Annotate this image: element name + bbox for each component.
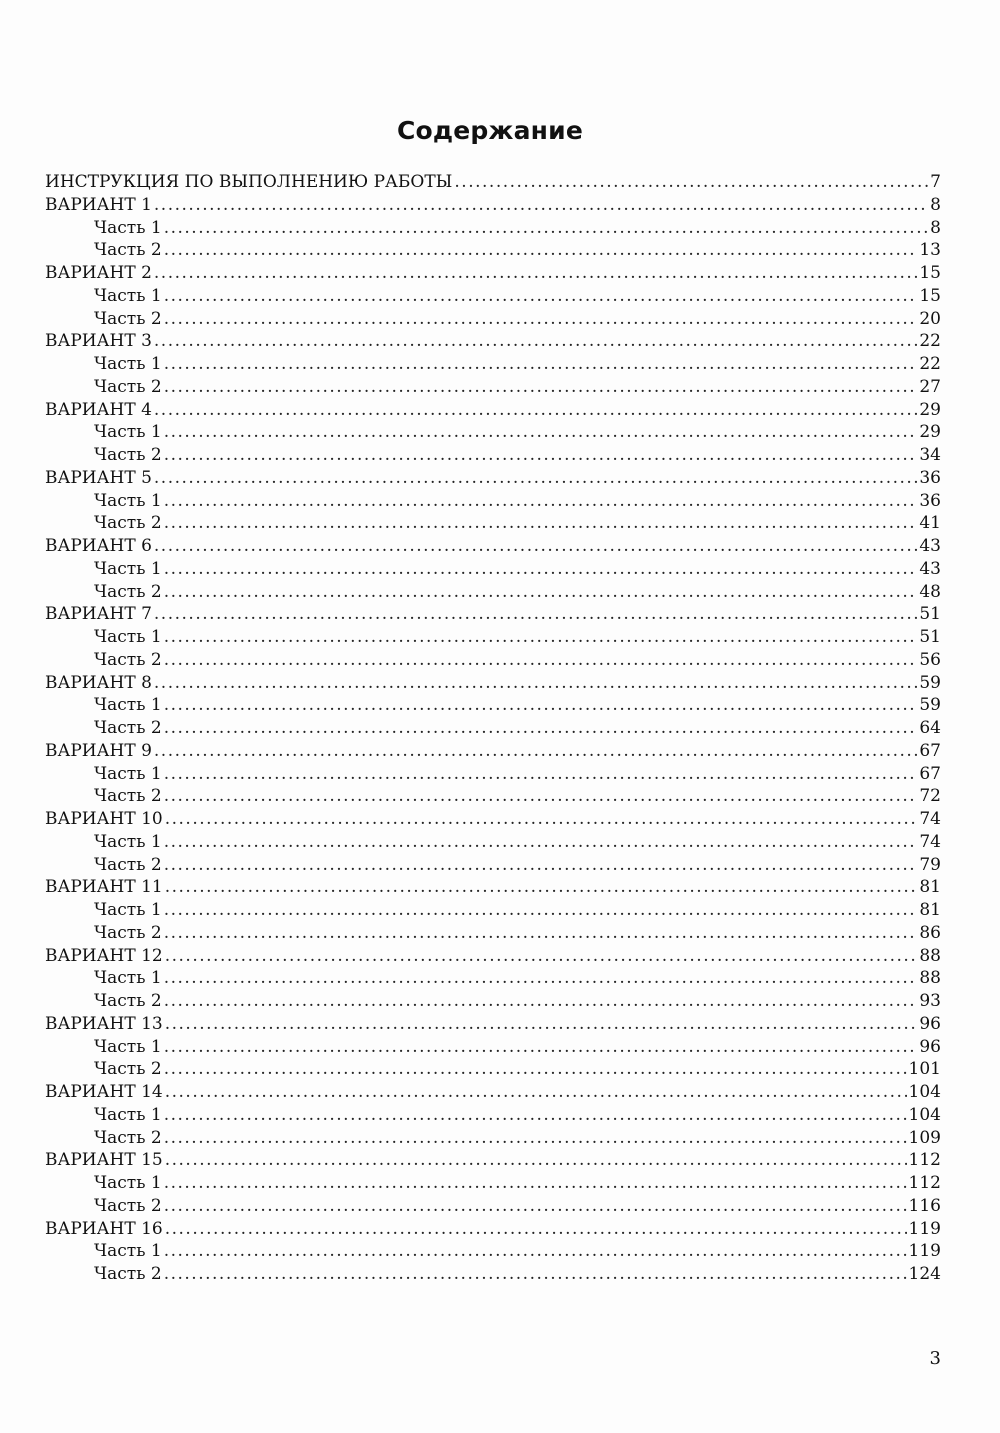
toc-subentry[interactable] [45, 785, 941, 808]
toc-entry-page: 27 [919, 376, 941, 397]
toc-entry[interactable] [45, 194, 941, 217]
toc-entry-label: ВАРИАНТ 13 [45, 1013, 163, 1034]
toc-dot-leader [165, 945, 918, 968]
toc-subentry[interactable] [45, 763, 941, 786]
toc-subentry[interactable] [45, 1195, 941, 1218]
toc-dot-leader [164, 831, 918, 854]
toc-entry-page: 72 [919, 786, 941, 807]
toc-entry[interactable] [45, 740, 941, 763]
toc-dot-leader [164, 376, 918, 399]
toc-subentry[interactable] [45, 376, 941, 399]
toc-entry-label: Часть 1 [94, 1173, 162, 1193]
toc-subentry[interactable] [45, 1127, 941, 1150]
toc-entry-page: 119 [908, 1241, 941, 1262]
toc-entry-page: 13 [919, 240, 941, 261]
toc-entry-label: Часть 2 [94, 718, 162, 738]
toc-dot-leader [154, 740, 917, 763]
toc-entry[interactable] [45, 467, 941, 490]
toc-dot-leader [164, 922, 918, 945]
toc-entry-label: Часть 1 [94, 900, 162, 920]
toc-dot-leader [164, 421, 918, 444]
toc-entry[interactable] [45, 1081, 941, 1104]
toc-entry[interactable] [45, 1149, 941, 1172]
toc-dot-leader [165, 1013, 918, 1036]
toc-dot-leader [164, 899, 918, 922]
toc-entry-page: 124 [908, 1264, 941, 1284]
toc-entry-label: Часть 1 [94, 217, 162, 238]
toc-subentry[interactable] [45, 1036, 941, 1059]
toc-entry-page: 56 [919, 649, 941, 670]
toc-dot-leader [154, 672, 917, 695]
toc-subentry[interactable] [45, 626, 941, 649]
toc-entry-page: 104 [908, 1104, 941, 1125]
toc-dot-leader [154, 399, 917, 422]
toc-entry-page: 67 [919, 763, 941, 784]
toc-entry-label: ВАРИАНТ 1 [45, 194, 152, 215]
toc-entry-label: ВАРИАНТ 2 [45, 263, 152, 283]
toc-entry-page: 109 [908, 1127, 941, 1148]
toc-dot-leader [164, 990, 918, 1013]
toc-entry-page: 104 [908, 1082, 941, 1102]
toc-dot-leader [164, 490, 918, 513]
toc-subentry[interactable] [45, 967, 941, 990]
toc-entry-label: ВАРИАНТ 15 [45, 1150, 163, 1171]
toc-dot-leader [164, 785, 918, 808]
toc-dot-leader [164, 558, 918, 581]
toc-entry-label: Часть 2 [94, 240, 162, 261]
toc-dot-leader [164, 1172, 907, 1195]
toc-dot-leader [164, 285, 918, 308]
toc-entry-label: Часть 2 [94, 1195, 162, 1216]
toc-entry-label: ВАРИАНТ 8 [45, 672, 152, 693]
toc-dot-leader [154, 330, 917, 353]
toc-entry[interactable] [45, 399, 941, 422]
toc-entry-label: Часть 2 [94, 376, 162, 397]
toc-subentry[interactable] [45, 558, 941, 581]
toc-entry-label: Часть 1 [94, 1036, 162, 1057]
toc-dot-leader [164, 626, 918, 649]
toc-entry-page: 29 [919, 399, 941, 420]
toc-subentry[interactable] [45, 717, 941, 740]
toc-dot-leader [164, 1104, 907, 1127]
toc-entry[interactable] [45, 945, 941, 968]
toc-dot-leader [164, 444, 918, 467]
toc-entry-label: Часть 1 [94, 968, 162, 989]
toc-entry-page: 48 [919, 581, 941, 602]
toc-entry-label: ВАРИАНТ 3 [45, 331, 152, 352]
toc-dot-leader [154, 535, 917, 558]
toc-entry-page: 112 [908, 1173, 941, 1193]
toc-entry-page: 43 [919, 536, 941, 556]
toc-dot-leader [164, 854, 918, 877]
toc-entry-label: ВАРИАНТ 4 [45, 399, 152, 420]
toc-subentry[interactable] [45, 1172, 941, 1195]
page-title: Содержание [396, 116, 584, 145]
toc-entry-page: 51 [919, 604, 941, 625]
toc-entry-label: ВАРИАНТ 16 [45, 1218, 163, 1239]
toc-subentry[interactable] [45, 854, 941, 877]
toc-dot-leader [154, 467, 917, 490]
toc-entry-page: 36 [919, 490, 941, 511]
toc-entry-page: 79 [919, 854, 941, 875]
table-of-contents [45, 171, 941, 1286]
toc-dot-leader [164, 239, 918, 262]
toc-entry[interactable] [45, 603, 941, 626]
toc-entry-page: 36 [919, 467, 941, 488]
toc-entry-page: 8 [930, 217, 941, 238]
toc-dot-leader [164, 1195, 907, 1218]
toc-entry-page: 59 [919, 672, 941, 693]
toc-dot-leader [164, 581, 918, 604]
toc-entry-label: Часть 1 [94, 1241, 162, 1262]
toc-entry-label: Часть 2 [94, 1264, 162, 1284]
toc-entry-page: 7 [930, 172, 941, 192]
toc-entry-label: Часть 2 [94, 854, 162, 875]
toc-entry-label: Часть 1 [94, 285, 162, 306]
toc-entry-page: 64 [919, 718, 941, 738]
toc-dot-leader [154, 194, 928, 217]
toc-entry-label: ИНСТРУКЦИЯ ПО ВЫПОЛНЕНИЮ РАБОТЫ [45, 172, 453, 192]
toc-subentry[interactable] [45, 649, 941, 672]
toc-entry-page: 15 [919, 285, 941, 306]
toc-entry-label: Часть 1 [94, 558, 162, 579]
toc-dot-leader [164, 717, 918, 740]
toc-entry-label: ВАРИАНТ 11 [45, 877, 163, 898]
toc-entry-page: 96 [919, 1036, 941, 1057]
toc-subentry[interactable] [45, 239, 941, 262]
toc-dot-leader [165, 808, 918, 831]
toc-entry-label: Часть 2 [94, 581, 162, 602]
toc-dot-leader [154, 603, 917, 626]
toc-dot-leader [164, 1240, 907, 1263]
toc-entry-label: Часть 1 [94, 831, 162, 852]
toc-entry-label: Часть 1 [94, 695, 162, 716]
toc-entry-label: Часть 2 [94, 1059, 162, 1080]
toc-entry-page: 101 [908, 1059, 941, 1080]
toc-dot-leader [164, 1058, 907, 1081]
toc-subentry[interactable] [45, 922, 941, 945]
toc-entry-page: 93 [919, 991, 941, 1011]
toc-entry[interactable] [45, 330, 941, 353]
toc-subentry[interactable] [45, 899, 941, 922]
toc-entry[interactable] [45, 262, 941, 285]
toc-subentry[interactable] [45, 694, 941, 717]
toc-dot-leader [154, 262, 917, 285]
toc-entry-label: Часть 2 [94, 513, 162, 534]
toc-entry-page: 22 [919, 354, 941, 374]
toc-entry-page: 29 [919, 422, 941, 443]
toc-entry-page: 86 [919, 922, 941, 943]
toc-dot-leader [165, 1218, 907, 1241]
toc-entry-page: 22 [919, 331, 941, 352]
toc-subentry[interactable] [45, 1263, 941, 1286]
toc-entry[interactable] [45, 672, 941, 695]
toc-subentry[interactable] [45, 512, 941, 535]
toc-entry-label: ВАРИАНТ 9 [45, 740, 152, 761]
toc-subentry[interactable] [45, 308, 941, 331]
toc-dot-leader [165, 1081, 907, 1104]
toc-dot-leader [165, 876, 918, 899]
toc-subentry[interactable] [45, 1058, 941, 1081]
toc-dot-leader [164, 353, 918, 376]
toc-entry-page: 81 [919, 900, 941, 920]
toc-entry-page: 81 [919, 877, 941, 898]
toc-dot-leader [165, 1149, 907, 1172]
toc-entry-page: 88 [919, 945, 941, 966]
toc-entry-page: 43 [919, 558, 941, 579]
toc-entry-label: Часть 2 [94, 308, 162, 329]
toc-subentry[interactable] [45, 581, 941, 604]
toc-dot-leader [164, 1036, 918, 1059]
toc-dot-leader [164, 694, 918, 717]
toc-entry-page: 59 [919, 695, 941, 716]
toc-subentry[interactable] [45, 421, 941, 444]
toc-dot-leader [164, 1127, 907, 1150]
toc-dot-leader [454, 171, 928, 194]
toc-entry-label: ВАРИАНТ 14 [45, 1082, 163, 1102]
toc-entry-page: 51 [919, 627, 941, 647]
toc-entry-label: ВАРИАНТ 5 [45, 467, 152, 488]
toc-entry[interactable] [45, 171, 941, 194]
toc-entry-page: 88 [919, 968, 941, 989]
toc-subentry[interactable] [45, 353, 941, 376]
page-number: 3 [929, 1348, 941, 1369]
toc-entry-page: 41 [919, 513, 941, 534]
toc-entry-page: 116 [908, 1195, 941, 1216]
toc-subentry[interactable] [45, 217, 941, 240]
toc-dot-leader [164, 308, 918, 331]
toc-entry-page: 119 [908, 1218, 941, 1239]
toc-entry-page: 74 [919, 809, 941, 829]
toc-dot-leader [164, 217, 928, 240]
toc-entry-page: 15 [919, 263, 941, 283]
toc-entry[interactable] [45, 808, 941, 831]
toc-entry-label: Часть 2 [94, 445, 162, 465]
toc-entry-label: Часть 1 [94, 422, 162, 443]
toc-entry-label: ВАРИАНТ 6 [45, 536, 152, 556]
toc-entry-page: 96 [919, 1013, 941, 1034]
toc-subentry[interactable] [45, 444, 941, 467]
toc-subentry[interactable] [45, 831, 941, 854]
toc-entry-page: 20 [919, 308, 941, 329]
toc-entry-label: Часть 2 [94, 1127, 162, 1148]
toc-entry[interactable] [45, 1013, 941, 1036]
toc-entry-label: Часть 1 [94, 763, 162, 784]
toc-entry-label: Часть 2 [94, 991, 162, 1011]
toc-entry[interactable] [45, 876, 941, 899]
toc-entry-page: 112 [908, 1150, 941, 1171]
toc-entry-label: ВАРИАНТ 10 [45, 809, 163, 829]
toc-entry-label: Часть 2 [94, 786, 162, 807]
toc-entry-label: Часть 1 [94, 627, 162, 647]
toc-subentry[interactable] [45, 990, 941, 1013]
toc-entry-page: 34 [919, 445, 941, 465]
toc-entry-page: 8 [930, 194, 941, 215]
toc-entry-label: Часть 1 [94, 1104, 162, 1125]
toc-entry-page: 67 [919, 740, 941, 761]
toc-entry[interactable] [45, 535, 941, 558]
toc-entry-label: Часть 2 [94, 649, 162, 670]
toc-entry-label: Часть 1 [94, 354, 162, 374]
toc-dot-leader [164, 512, 918, 535]
toc-entry-page: 74 [919, 831, 941, 852]
toc-subentry[interactable] [45, 1104, 941, 1127]
toc-entry-label: ВАРИАНТ 7 [45, 604, 152, 625]
toc-entry-label: Часть 2 [94, 922, 162, 943]
toc-dot-leader [164, 763, 918, 786]
toc-subentry[interactable] [45, 1240, 941, 1263]
toc-entry-label: Часть 1 [94, 490, 162, 511]
toc-subentry[interactable] [45, 490, 941, 513]
toc-dot-leader [164, 967, 918, 990]
toc-dot-leader [164, 1263, 907, 1286]
toc-entry-label: ВАРИАНТ 12 [45, 945, 163, 966]
toc-dot-leader [164, 649, 918, 672]
toc-entry[interactable] [45, 1218, 941, 1241]
toc-subentry[interactable] [45, 285, 941, 308]
